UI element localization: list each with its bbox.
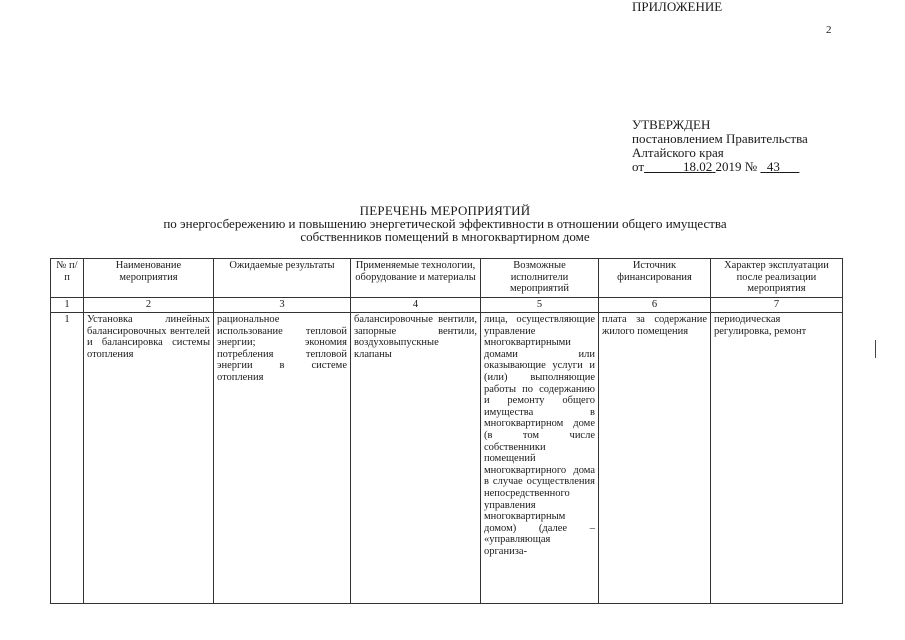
heading-title: ПЕРЕЧЕНЬ МЕРОПРИЯТИЙ bbox=[359, 203, 531, 218]
measures-table bbox=[50, 258, 843, 604]
row-expected-results: рациональное использование тепловой энергии; экономия потребления тепловой энергии в системе отопления bbox=[214, 313, 351, 604]
approval-block bbox=[632, 118, 808, 174]
approved-line1: постановлением Правительства bbox=[632, 131, 808, 146]
approved-line2: Алтайского края bbox=[632, 145, 724, 160]
column-number: 4 bbox=[351, 298, 481, 313]
row-operation-type: периодическая регулировка, ремонт bbox=[711, 313, 843, 604]
header-cell-num: № п/п bbox=[51, 259, 84, 298]
column-number-row bbox=[51, 298, 843, 313]
header-cell-results: Ожидаемые результаты bbox=[214, 259, 351, 298]
table-row bbox=[51, 313, 843, 604]
header-cell-name: Наименование мероприятия bbox=[84, 259, 214, 298]
column-number: 6 bbox=[599, 298, 711, 313]
table-header-row bbox=[51, 259, 843, 298]
header-cell-operation: Характер эксплуатации после реализации мероприятия bbox=[711, 259, 843, 298]
row-performers: лица, осуществляющие управление многоквартирными домами или оказывающие услуги и (или) выполняющие работы по содержанию и ремонту общего имущества в многоквартирном доме (в том числе собственники помещений многоквартирного дома в случае осуществления непосредственного управления многоквартирным домом) (далее – «управляющая организа- bbox=[481, 313, 599, 604]
row-funding-source: плата за содержание жилого помещения bbox=[599, 313, 711, 604]
header-cell-tech: Применяемые технологии, оборудование и материалы bbox=[351, 259, 481, 298]
approval-number-underline bbox=[760, 159, 799, 174]
page-number: 2 bbox=[826, 24, 832, 36]
document-heading bbox=[60, 204, 830, 243]
date-underline bbox=[644, 159, 716, 174]
column-number: 1 bbox=[51, 298, 84, 313]
column-number: 7 bbox=[711, 298, 843, 313]
row-technologies: балансировочные вентили, запорные вентили, воздуховыпускные клапаны bbox=[351, 313, 481, 604]
approved-title: УТВЕРЖДЕН bbox=[632, 117, 711, 132]
row-number: 1 bbox=[51, 313, 84, 604]
heading-line2: собственников помещений в многоквартирном доме bbox=[300, 229, 590, 244]
approved-date-line bbox=[632, 160, 808, 174]
heading-line1: по энергосбережению и повышению энергетической эффективности в отношении общего имущества bbox=[163, 216, 727, 231]
approval-year: 2019 № bbox=[715, 159, 758, 174]
from-label: от bbox=[632, 159, 645, 174]
column-number: 3 bbox=[214, 298, 351, 313]
approval-number: 43 bbox=[766, 159, 780, 174]
approval-date: 18.02 bbox=[683, 159, 713, 174]
scan-mark bbox=[875, 340, 876, 358]
header-cell-funding: Источник финансирования bbox=[599, 259, 711, 298]
header-cell-performers: Возможные исполнители мероприятий bbox=[481, 259, 599, 298]
row-measure-name: Установка линейных балансировочных вентелей и балансировка системы отопления bbox=[84, 313, 214, 604]
column-number: 2 bbox=[84, 298, 214, 313]
appendix-label: ПРИЛОЖЕНИЕ bbox=[632, 0, 723, 14]
column-number: 5 bbox=[481, 298, 599, 313]
